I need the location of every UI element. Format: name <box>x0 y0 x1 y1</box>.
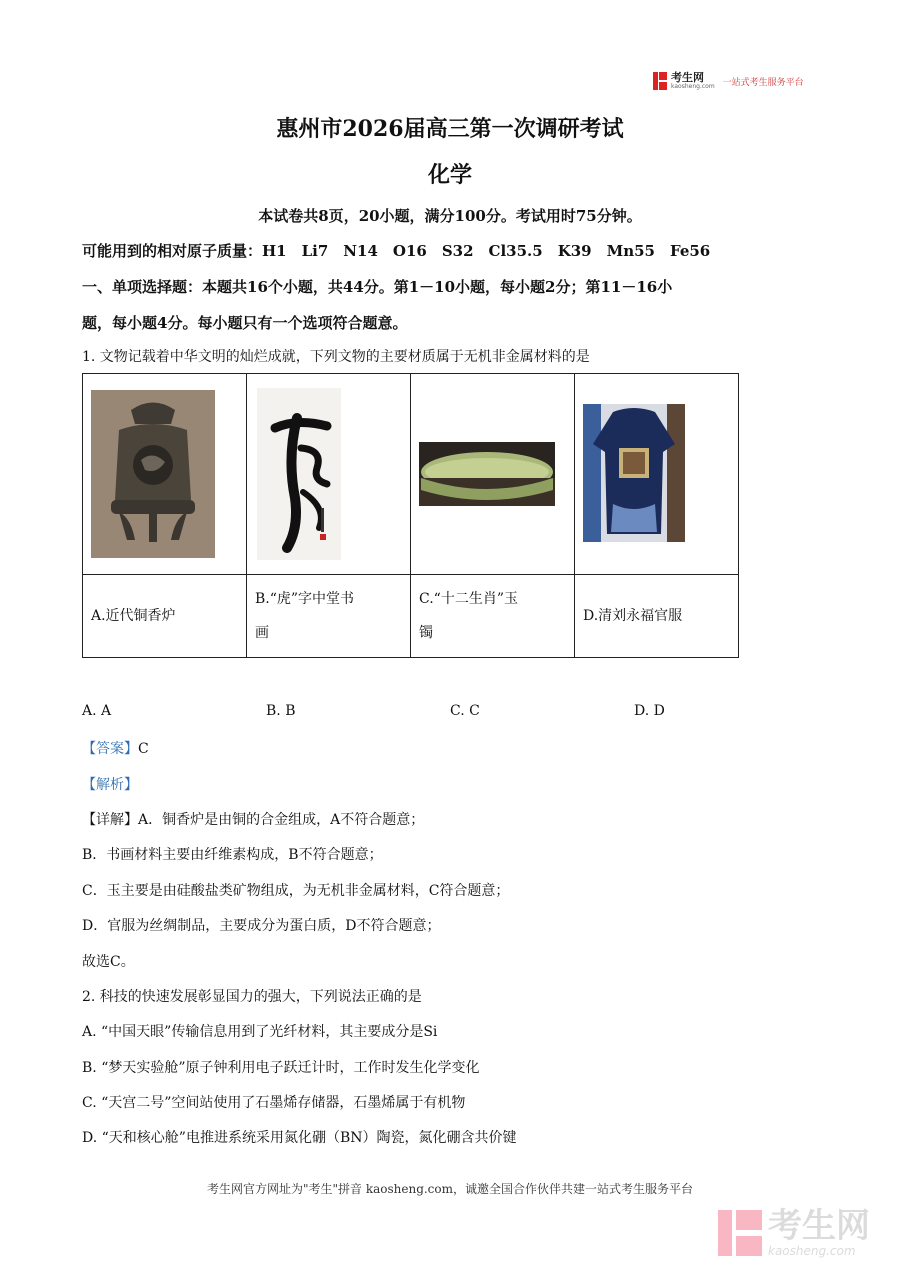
q1-option-a: A. A <box>82 703 112 719</box>
q1-detail-line1 <box>82 809 424 829</box>
answer-tag: 【答案】 <box>82 741 138 757</box>
exam-subject: 化学 <box>427 162 472 188</box>
q1-option-b: B. B <box>266 703 296 719</box>
watermark-sub: kaosheng.com <box>768 1244 856 1258</box>
logo-name: 考生网 <box>671 71 704 84</box>
q1-label-b <box>247 575 411 658</box>
page-footer: 考生网官方网址为"考生"拼音 kaosheng.com，诚邀全国合作伙伴共建一站式考生服务平台 <box>206 1182 694 1196</box>
q1-artifact-table <box>82 373 739 658</box>
q1-option-c: C. C <box>450 703 480 719</box>
q1-label-d <box>575 575 739 658</box>
q1-cell-image-b <box>247 374 411 575</box>
exam-intro: 本试卷共8页，20小题，满分100分。考试用时75分钟。 <box>258 207 642 225</box>
q2-stem: 2. 科技的快速发展彰显国力的强大，下列说法正确的是 <box>82 989 422 1005</box>
detail-text-0: A．铜香炉是由铜的合金组成，A不符合题意； <box>138 812 425 828</box>
bronze-censer-image <box>91 390 215 558</box>
watermark-logo-icon <box>718 1210 762 1256</box>
watermark <box>718 1208 870 1258</box>
q1-answer <box>82 738 149 758</box>
q2-option-a: A. “中国天眼”传输信息用到了光纤材料，其主要成分是Si <box>82 1024 438 1040</box>
q1-label-b-line2: 画 <box>255 625 269 641</box>
q1-detail-line4: D．官服为丝绸制品，主要成分为蛋白质，D不符合题意； <box>82 918 441 934</box>
atomic-masses: 可能用到的相对原子质量：H1 Li7 N14 O16 S32 Cl35.5 K39 Mn55 Fe56 <box>82 242 711 260</box>
section-heading-line1: 一、单项选择题：本题共16个小题，共44分。第1－10小题，每小题2分；第11－16小 <box>82 278 673 296</box>
header-logo <box>653 72 804 90</box>
exam-title: 惠州市2026届高三第一次调研考试 <box>276 116 624 142</box>
official-robe-image <box>583 404 685 542</box>
detail-tag: 【详解】 <box>82 812 138 828</box>
q1-cell-image-c <box>411 374 575 575</box>
q2-option-d: D. “天和核心舱”电推进系统采用氮化硼（BN）陶瓷，氮化硼含共价键 <box>82 1130 517 1146</box>
logo-text <box>671 72 715 90</box>
q1-conclusion: 故选C。 <box>82 954 135 970</box>
watermark-name: 考生网 <box>768 1206 870 1246</box>
q1-label-c <box>411 575 575 658</box>
analysis-tag: 【解析】 <box>82 777 138 793</box>
q1-detail-line3: C．玉主要是由硅酸盐类矿物组成，为无机非金属材料，C符合题意； <box>82 883 510 899</box>
q1-label-a <box>83 575 247 658</box>
kaosheng-logo-icon <box>653 72 667 90</box>
answer-value: C <box>138 741 149 757</box>
q1-detail-line2: B．书画材料主要由纤维素构成，B不符合题意； <box>82 847 383 863</box>
q1-option-d: D. D <box>634 703 665 719</box>
logo-sub: kaosheng.com <box>671 83 715 90</box>
q1-label-d-line1: D.清刘永福官服 <box>583 608 683 624</box>
jade-bracelet-image <box>419 442 555 506</box>
q2-option-c: C. “天宫二号”空间站使用了石墨烯存储器，石墨烯属于有机物 <box>82 1095 466 1111</box>
logo-slogan: 一站式考生服务平台 <box>722 77 804 88</box>
q1-cell-image-d <box>575 374 739 575</box>
q2-option-b: B. “梦天实验舱”原子钟利用电子跃迁计时，工作时发生化学变化 <box>82 1060 480 1076</box>
q1-label-a-line1: A.近代铜香炉 <box>91 608 176 624</box>
calligraphy-tiger-image <box>257 388 341 560</box>
q1-cell-image-a <box>83 374 247 575</box>
q1-label-c-line1: C.“十二生肖”玉 <box>419 591 518 607</box>
q1-label-c-line2: 镯 <box>419 625 433 641</box>
q1-label-b-line1: B.“虎”字中堂书 <box>255 591 355 607</box>
q1-stem: 1. 文物记载着中华文明的灿烂成就，下列文物的主要材质属于无机非金属材料的是 <box>82 349 590 365</box>
section-heading-line2: 题，每小题4分。每小题只有一个选项符合题意。 <box>82 314 408 332</box>
watermark-text <box>768 1208 870 1258</box>
